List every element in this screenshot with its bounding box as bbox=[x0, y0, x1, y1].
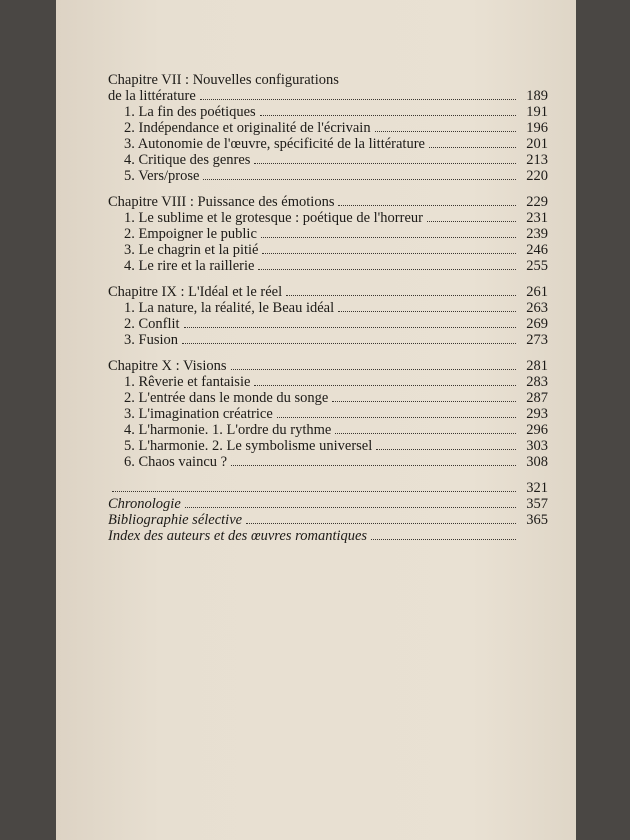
page-number: 365 bbox=[526, 512, 548, 528]
section-title: 1. La nature, la réalité, le Beau idéal bbox=[124, 300, 335, 316]
chapter-title: Chapitre X : Visions bbox=[108, 358, 227, 374]
leader-dots bbox=[371, 539, 516, 540]
leader-dots bbox=[254, 163, 516, 164]
page-number: 231 bbox=[526, 210, 548, 226]
section-title: 4. Critique des genres bbox=[124, 152, 251, 168]
page-number: 255 bbox=[526, 258, 548, 274]
leader-dots bbox=[112, 491, 516, 492]
section-title: 6. Chaos vaincu ? bbox=[124, 454, 228, 470]
section-entry bbox=[108, 226, 548, 242]
page-number: 213 bbox=[526, 152, 548, 168]
page-number: 321 bbox=[526, 480, 548, 496]
chapter-title: Chapitre VII : Nouvelles configurations bbox=[108, 72, 339, 88]
page-number: 220 bbox=[526, 168, 548, 184]
table-of-contents bbox=[108, 72, 548, 544]
section-entry bbox=[108, 152, 548, 168]
section-entry bbox=[108, 390, 548, 406]
leader-dots bbox=[184, 327, 516, 328]
leader-dots bbox=[427, 221, 516, 222]
section-entry bbox=[108, 300, 548, 316]
back-matter-title: Index des auteurs et des œuvres romantiques bbox=[108, 528, 368, 544]
chapter-7 bbox=[108, 72, 548, 184]
section-entry bbox=[108, 422, 548, 438]
leader-dots bbox=[203, 179, 516, 180]
section-entry bbox=[108, 258, 548, 274]
section-entry bbox=[108, 332, 548, 348]
section-title: 2. Indépendance et originalité de l'écrivain bbox=[124, 120, 371, 136]
section-entry bbox=[108, 374, 548, 390]
page-number: 189 bbox=[526, 88, 548, 104]
back-matter-entry bbox=[108, 528, 548, 544]
section-title: 3. Autonomie de l'œuvre, spécificité de la littérature bbox=[124, 136, 425, 152]
page-number: 293 bbox=[526, 406, 548, 422]
chapter-title-line bbox=[108, 358, 548, 374]
section-title: 3. Fusion bbox=[124, 332, 178, 348]
section-title: 5. L'harmonie. 2. Le symbolisme universel bbox=[124, 438, 373, 454]
chapter-9 bbox=[108, 284, 548, 348]
leader-dots bbox=[182, 343, 516, 344]
section-entry bbox=[108, 136, 548, 152]
page-number: 287 bbox=[526, 390, 548, 406]
section-title: 3. L'imagination créatrice bbox=[124, 406, 273, 422]
section-title: 5. Vers/prose bbox=[124, 168, 200, 184]
chapter-title-line bbox=[108, 194, 548, 210]
page-number: 261 bbox=[526, 284, 548, 300]
section-title: 1. Rêverie et fantaisie bbox=[124, 374, 251, 390]
back-matter-title: Bibliographie sélective bbox=[108, 512, 243, 528]
chapter-title: Chapitre IX : L'Idéal et le réel bbox=[108, 284, 283, 300]
section-entry bbox=[108, 438, 548, 454]
leader-dots bbox=[246, 523, 516, 524]
section-entry bbox=[108, 168, 548, 184]
leader-dots bbox=[286, 295, 516, 296]
leader-dots bbox=[262, 253, 516, 254]
page-number: 283 bbox=[526, 374, 548, 390]
leader-dots bbox=[231, 369, 517, 370]
section-title: 4. Le rire et la raillerie bbox=[124, 258, 255, 274]
page-number: 308 bbox=[526, 454, 548, 470]
chapter-title-line bbox=[108, 284, 548, 300]
back-matter-entry bbox=[108, 496, 548, 512]
section-title: 1. La fin des poétiques bbox=[124, 104, 256, 120]
leader-dots bbox=[185, 507, 516, 508]
page-number: 263 bbox=[526, 300, 548, 316]
leader-dots bbox=[231, 465, 516, 466]
section-title: 2. L'entrée dans le monde du songe bbox=[124, 390, 329, 406]
section-entry bbox=[108, 210, 548, 226]
page-number: 273 bbox=[526, 332, 548, 348]
page-number: 281 bbox=[526, 358, 548, 374]
chapter-title: Chapitre VIII : Puissance des émotions bbox=[108, 194, 335, 210]
leader-dots bbox=[338, 311, 516, 312]
section-title: 2. Empoigner le public bbox=[124, 226, 257, 242]
leader-dots bbox=[258, 269, 516, 270]
section-entry bbox=[108, 242, 548, 258]
page-number: 269 bbox=[526, 316, 548, 332]
section-entry bbox=[108, 406, 548, 422]
leader-dots bbox=[260, 115, 516, 116]
page-number: 296 bbox=[526, 422, 548, 438]
leader-dots bbox=[338, 205, 516, 206]
leader-dots bbox=[376, 449, 516, 450]
leader-dots bbox=[335, 433, 516, 434]
page-number: 239 bbox=[526, 226, 548, 242]
page-number: 191 bbox=[526, 104, 548, 120]
page-number: 303 bbox=[526, 438, 548, 454]
section-title: 4. L'harmonie. 1. L'ordre du rythme bbox=[124, 422, 332, 438]
back-matter bbox=[108, 480, 548, 544]
chapter-title-line bbox=[108, 72, 548, 88]
section-entry bbox=[108, 104, 548, 120]
leader-dots bbox=[429, 147, 516, 148]
page-number: 196 bbox=[526, 120, 548, 136]
leader-dots bbox=[261, 237, 516, 238]
page-number: 201 bbox=[526, 136, 548, 152]
leader-dots bbox=[332, 401, 516, 402]
section-entry bbox=[108, 316, 548, 332]
back-matter-title: Chronologie bbox=[108, 496, 181, 512]
page-number: 229 bbox=[526, 194, 548, 210]
leader-dots bbox=[375, 131, 516, 132]
section-title: 3. Le chagrin et la pitié bbox=[124, 242, 259, 258]
leader-dots bbox=[277, 417, 516, 418]
chapter-title-line bbox=[108, 88, 548, 104]
section-title: 2. Conflit bbox=[124, 316, 180, 332]
chapter-10 bbox=[108, 358, 548, 470]
page-number: 357 bbox=[526, 496, 548, 512]
section-entry bbox=[108, 120, 548, 136]
section-title: 1. Le sublime et le grotesque : poétique de l'horreur bbox=[124, 210, 423, 226]
leader-dots bbox=[254, 385, 516, 386]
back-matter-entry bbox=[108, 480, 548, 496]
back-matter-entry bbox=[108, 512, 548, 528]
chapter-8 bbox=[108, 194, 548, 274]
section-entry bbox=[108, 454, 548, 470]
page-number: 246 bbox=[526, 242, 548, 258]
chapter-title-continued: de la littérature bbox=[108, 88, 196, 104]
leader-dots bbox=[200, 99, 516, 100]
